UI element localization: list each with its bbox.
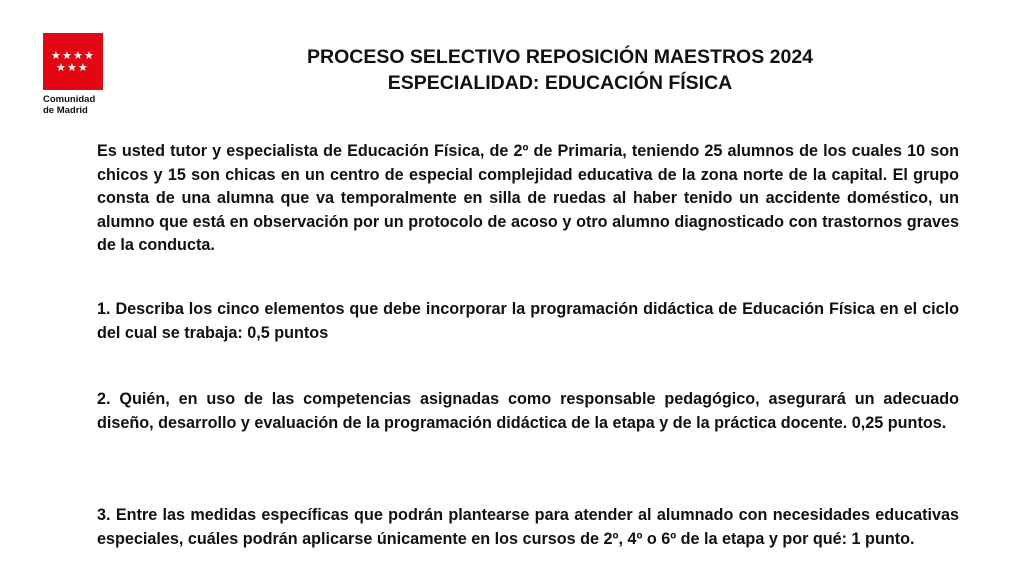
star-icon: ★ [62,50,72,62]
logo-flag [43,33,103,90]
question-2: 2. Quién, en uso de las competencias asignadas como responsable pedagógico, asegurará un adecuado diseño, desarrollo y evaluación de la programación didáctica de la etapa y de la práctica docente. 0,25 puntos. [97,390,959,432]
star-icon: ★ [84,50,94,62]
document-title [170,44,950,96]
star-icon: ★ [73,50,83,62]
case-statement: Es usted tutor y especialista de Educación Física, de 2º de Primaria, teniendo 25 alumnos de los cuales 10 son chicos y 15 son chicas en un centro de especial complejidad educativa de la zona norte de la capital. El grupo consta de una alumna que va temporalmente en silla de ruedas al haber tenido un accidente doméstico, un alumno que está en observación por un protocolo de acoso y otro alumno diagnosticado con trastornos graves de la conducta. [97,142,959,254]
question-3: 3. Entre las medidas específicas que podrán plantearse para atender al alumnado con necesidades educativas especiales, cuáles podrán aplicarse únicamente en los cursos de 2º, 4º o 6º de la etapa y por qué: 1 punto. [97,506,959,548]
logo-text-line1: Comunidad [43,94,96,105]
star-icon: ★ [51,50,61,62]
title-line2: ESPECIALIDAD: EDUCACIÓN FÍSICA [387,72,733,94]
star-icon: ★ [56,62,66,74]
star-icon: ★ [78,62,88,74]
question-1: 1. Describa los cinco elementos que debe incorporar la programación didáctica de Educación Física en el ciclo del cual se trabaja: 0,5 puntos [97,300,959,342]
logo-text [43,94,107,116]
logo-text-line2: de Madrid [43,105,88,116]
title-line1: PROCESO SELECTIVO REPOSICIÓN MAESTROS 2024 [306,46,814,68]
star-icon: ★ [67,62,77,74]
comunidad-de-madrid-logo [43,33,107,116]
